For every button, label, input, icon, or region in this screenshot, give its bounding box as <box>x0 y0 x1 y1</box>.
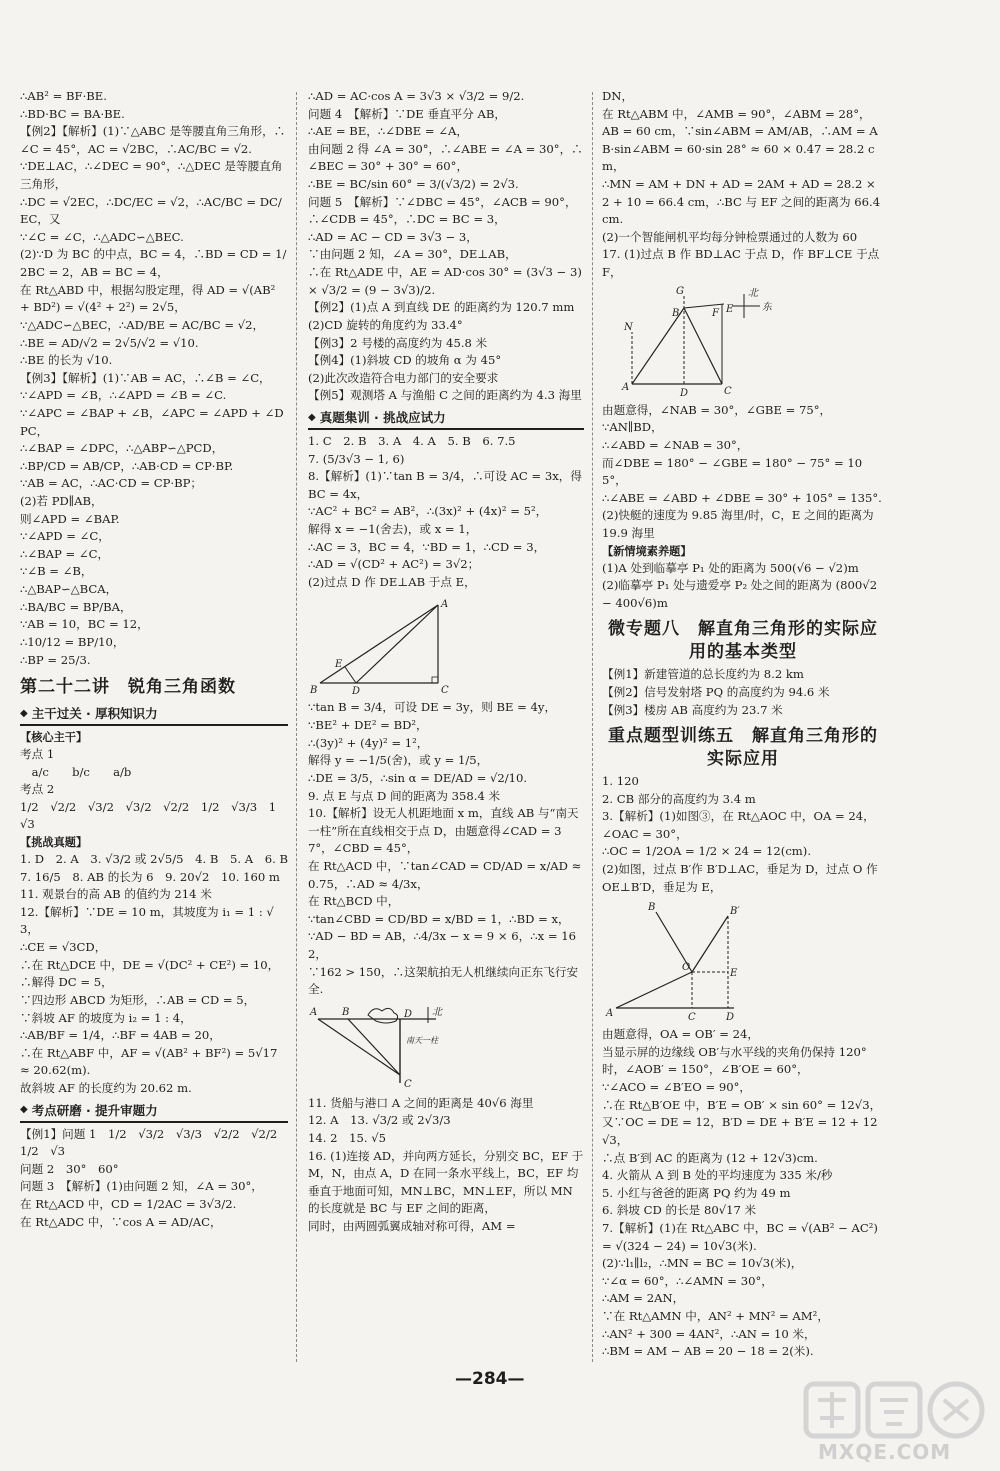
answer-line: a/c b/c a/b <box>20 764 132 779</box>
answer-line: 由题意得，OA = OB′ = 24， <box>602 1027 760 1042</box>
answer-line: ∴∠BAP = ∠DPC，∴△ABP∽△PCD， <box>20 441 224 456</box>
answer-line: ∵AB = 10，BC = 12， <box>20 617 149 632</box>
answer-line: ∴BM = AM − AB = 20 − 18 = 2(米). <box>602 1344 814 1359</box>
section-tag: 【核心主干】 <box>20 730 88 744</box>
answer-line: 【例3】楼房 AB 高度约为 23.7 米 <box>602 702 783 717</box>
figure-label: E <box>335 659 343 671</box>
answer-line: (2)过点 D 作 DE⊥AB 于点 E， <box>308 574 476 589</box>
diamond-icon: ◆ <box>308 411 316 423</box>
answer-line: 而∠DBE = 180° − ∠GBE = 180° − 75° = 105°， <box>602 455 863 488</box>
figure-label: 南天一柱 <box>406 1035 438 1045</box>
answer-line: ∴在 Rt△ABF 中，AF = √(AB² + BF²) = 5√17 ≈ 20.62(m). <box>20 1045 282 1078</box>
answer-line: ∵∠ACO = ∠B′EO = 90°， <box>602 1080 751 1095</box>
answer-line: 7. 16/5 8. AB 的长为 6 9. 20√2 10. 160 m <box>20 869 280 884</box>
chapter-heading: 微专题八 解直角三角形的实际应用的基本类型 <box>608 619 878 663</box>
answer-line: 问题 3 【解析】(1)由问题 2 知，∠A = 30°， <box>20 1179 263 1194</box>
answer-line: ∵∠B = ∠B， <box>20 564 93 579</box>
answer-line: 12. A 13. √3/2 或 2√3/3 <box>308 1113 451 1128</box>
answer-line: 5. 小红与爸爸的距离 PQ 约为 49 m <box>602 1185 791 1200</box>
geometry-figure <box>308 595 584 695</box>
answer-line: 在 Rt△ABD 中，根据勾股定理，得 AD = √(AB² + BD²) = √(4² + 2²) = 2√5， <box>20 282 279 315</box>
figure-label: D <box>680 387 689 398</box>
answer-line: (2)此次改造符合电力部门的安全要求 <box>308 370 499 385</box>
answer-line: 1/2 √2/2 √3/2 √3/2 √2/2 1/2 √3/3 1 √3 <box>20 799 288 832</box>
figure-label: B <box>672 307 680 319</box>
answer-line: (2)临摹亭 P₁ 处与遗爱亭 P₂ 处之间的距离为 (800√2 − 400√6)m <box>602 578 881 610</box>
figure-label: D <box>352 686 361 696</box>
answer-line: ∴CE = √3CD， <box>20 940 107 955</box>
answer-line: (2)快艇的速度为 9.85 海里/时，C，E 之间的距离为 19.9 海里 <box>602 508 878 540</box>
answer-line: 7.【解析】(1)在 Rt△ABC 中，BC = √(AB² − AC²) = √(324 − 24) = 10√3(米). <box>602 1220 882 1253</box>
answer-line: 8.【解析】(1)∵tan B = 3/4，∴可设 AC = 3x，得 BC = 4x， <box>308 469 586 501</box>
answer-line: ∵在 Rt△AMN 中，AN² + MN² = AM²， <box>602 1309 829 1324</box>
answer-line: ∴DE = 3/5，∴sin α = DE/AD = √2/10. <box>308 770 528 785</box>
figure-label: C <box>724 385 732 397</box>
answer-line: 【例2】(1)点 A 到直线 DE 的距离约为 120.7 mm <box>308 300 575 315</box>
chapter-heading: 第二十二讲 锐角三角函数 <box>20 677 236 698</box>
answer-line: 【例3】【解析】(1)∵AB = AC，∴∠B = ∠C， <box>20 370 271 385</box>
answer-line: 考点 2 <box>20 782 55 797</box>
answer-line: (2)如图，过点 B′作 B′D⊥AC，垂足为 D，过点 O 作 OE⊥B′D，垂足为 E， <box>602 862 882 894</box>
answer-line: ∴在 Rt△DCE 中，DE = √(DC² + CE²) = 10，∴解得 DC = 5， <box>20 957 280 990</box>
answer-line: DN， <box>602 89 634 103</box>
answer-line: ∴点 B′到 AC 的距离为 (12 + 12√3)cm. <box>602 1150 818 1165</box>
answer-line: 【例2】【解析】(1)∵△ABC 是等腰直角三角形，∴∠C = 45°，AC = √2BC，∴AC/BC = √2. <box>20 124 286 156</box>
section-band <box>20 704 288 726</box>
figure-label: C <box>688 1012 696 1023</box>
section-band-label: 真题集训 · 挑战应试力 <box>319 409 446 425</box>
answer-line: ∵∠α = 60°，∴∠AMN = 30°， <box>602 1273 773 1288</box>
answer-line: 3.【解析】(1)如图③，在 Rt△AOC 中，OA = 24，∠OAC = 30°， <box>602 809 875 841</box>
answer-line: ∵∠APC = ∠BAP + ∠B，∠APC = ∠APD + ∠DPC， <box>20 405 284 438</box>
answer-line: (2)∵D 为 BC 的中点，BC = 4，∴BD = CD = 1/2BC = 2，AB = BC = 4， <box>20 247 287 280</box>
answer-line: 【例2】信号发射塔 PQ 的高度约为 94.6 米 <box>602 684 830 699</box>
answer-line: ∴BE = AD/√2 = 2√5/√2 = √10. <box>20 335 199 350</box>
figure-label: G <box>676 285 684 297</box>
answer-line: 故斜坡 AF 的长度约为 20.62 m. <box>20 1080 192 1095</box>
answer-line: ∴在 Rt△ADE 中，AE = AD·cos 30° = (3√3 − 3) × √3/2 = (9 − 3√3)/2. <box>308 265 586 297</box>
column-divider <box>296 92 297 1362</box>
section-band-label: 考点研磨 · 提升审题力 <box>31 1102 158 1118</box>
answer-line: 当显示屏的边缘线 OB′与水平线的夹角仍保持 120°时，∠AOB′ = 150°，∠B′OE = 60°， <box>602 1044 867 1077</box>
answer-line: 【例1】新建管道的总长度约为 8.2 km <box>602 667 804 682</box>
answer-line: 4. 火箭从 A 到 B 处的平均速度为 335 米/秒 <box>602 1168 833 1183</box>
answer-line: 【例4】(1)斜坡 CD 的坡角 α 为 45° <box>308 353 502 368</box>
diamond-icon: ◆ <box>20 707 28 719</box>
answer-line: 12.【解析】∵DE = 10 m，其坡度为 i₁ = 1 : √3， <box>20 904 274 937</box>
watermark-text: MXQE.COM <box>818 1440 952 1464</box>
answer-line: ∴AD = √(CD² + AC²) = 3√2； <box>308 557 480 572</box>
answer-line: (2)若 PD∥AB， <box>20 494 103 509</box>
answer-line: (2)一个智能闸机平均每分钟检票通过的人数为 60 <box>602 229 858 244</box>
answer-line: ∴AD = AC − CD = 3√3 − 3， <box>308 229 478 244</box>
figure-label: F <box>712 307 719 319</box>
figure-label: N <box>624 321 633 333</box>
answer-line: 1. D 2. A 3. √3/2 或 2√5/5 4. B 5. A 6. B <box>20 852 288 867</box>
answer-line: ∴∠ABE = ∠ABD + ∠DBE = 30° + 105° = 135°. <box>602 490 882 505</box>
answer-line: ∵∠APD = ∠B，∴∠APD = ∠B = ∠C. <box>20 388 227 403</box>
figure-label: O <box>682 962 691 974</box>
answer-line: 1. 120 <box>602 774 639 788</box>
answer-line: 在 Rt△BCD 中， <box>308 894 400 909</box>
figure-label: C <box>404 1078 412 1090</box>
answer-line: ∵△ADC∽△BEC，∴AD/BE = AC/BC = √2， <box>20 317 265 332</box>
figure-label: E <box>730 968 738 980</box>
geometry-figure <box>602 286 884 398</box>
answer-line: ∴BA/BC = BP/BA， <box>20 599 132 614</box>
figure-label: A <box>441 599 449 611</box>
answer-line: ∴MN = AM + DN + AD = 2AM + AD = 28.2 × 2 + 10 = 66.4 cm，∴BC 与 EF 之间的距离为 66.4 cm. <box>602 177 884 227</box>
answer-line: ∵tan∠CBD = CD/BD = x/BD = 1，∴BD = x， <box>308 911 570 926</box>
answer-line: ∵四边形 ABCD 为矩形，∴AB = CD = 5， <box>20 992 256 1007</box>
answer-line: ∴(3y)² + (4y)² = 1²， <box>308 735 429 750</box>
answer-line: 11. 货船与港口 A 之间的距离是 40√6 海里 <box>308 1095 534 1110</box>
figure-label: B <box>310 685 318 696</box>
answer-line: 1. C 2. B 3. A 4. A 5. B 6. 7.5 <box>308 433 516 448</box>
answer-line: ∴△BAP∽△BCA， <box>20 582 118 597</box>
figure-label: E <box>726 303 734 315</box>
figure-label: A <box>310 1006 318 1018</box>
answer-line: ∵∠C = ∠C，∴△ADC∽△BEC. <box>20 229 184 244</box>
answer-line: 【例3】2 号楼的高度约为 45.8 米 <box>308 335 488 350</box>
figure-label: B <box>648 902 656 914</box>
answer-line: 考点 1 <box>20 746 55 761</box>
figure-label: A <box>606 1008 614 1020</box>
answer-line: 又∵OC = DE = 12，B′D = DE + B′E = 12 + 12√3， <box>602 1115 878 1147</box>
answer-line: ∴AD = AC·cos A = 3√3 × √3/2 = 9/2. <box>308 89 525 103</box>
answer-line: ∴BP = 25/3. <box>20 652 91 667</box>
answer-line: 【例5】观测塔 A 与渔船 C 之间的距离约为 4.3 海里 <box>308 388 582 403</box>
answer-line: 11. 观景台的高 AB 的值约为 214 米 <box>20 887 212 902</box>
answer-line: 10.【解析】设无人机距地面 x m，直线 AB 与“南天一柱”所在直线相交于点 D，由题意得∠CAD = 37°，∠CBD = 45°， <box>308 806 579 856</box>
figure-label: B <box>342 1006 350 1018</box>
column-middle <box>308 88 587 1411</box>
section-tag: 【新情境素养题】 <box>602 544 692 558</box>
answer-line: ∴OC = 1/2OA = 1/2 × 24 = 12(cm). <box>602 844 812 859</box>
answer-line: 7. (5/3√3 − 1, 6) <box>308 451 405 466</box>
answer-line: 由问题 2 得 ∠A = 30°，∴∠ABE = ∠A = 30°，∴∠BEC = 30° + 30° = 60°， <box>308 141 583 174</box>
answer-line: ∵DE⊥AC，∴∠DEC = 90°，∴△DEC 是等腰直角三角形， <box>20 159 283 192</box>
answer-line: ∴∠ABD = ∠NAB = 30°， <box>602 437 749 452</box>
section-tag: 【挑战真题】 <box>20 836 88 849</box>
answer-line: ∴DC = √2EC，∴DC/EC = √2，∴AC/BC = DC/EC，又 <box>20 194 282 227</box>
answer-line: ∵BE² + DE² = BD²， <box>308 718 428 733</box>
answer-line: 问题 5 【解析】∵∠DBC = 45°，∠ACB = 90°，∴∠CDB = 45°，∴DC = BC = 3， <box>308 194 577 227</box>
answer-line: 问题 4 【解析】∵DE 垂直平分 AB， <box>308 106 507 121</box>
answer-line: ∵AN∥BD， <box>602 420 663 435</box>
answer-line: ∵AC² + BC² = AB²，∴(3x)² + (4x)² = 5²， <box>308 504 548 519</box>
answer-line: 2. CB 部分的高度约为 3.4 m <box>602 791 756 806</box>
answer-line: 同时，由两圆弧翼成轴对称可得，AM = <box>308 1219 516 1234</box>
answer-line: ∵∠APD = ∠C， <box>20 529 110 544</box>
answer-line: ∴BP/CD = AB/CP，∴AB·CD = CP·BP. <box>20 458 234 473</box>
answer-line: ∴AN² + 300 = 4AN²，∴AN = 10 米， <box>602 1326 816 1341</box>
answer-line: ∴AB² = BF·BE. <box>20 89 107 103</box>
answer-line: ∴AM = 2AN， <box>602 1291 685 1306</box>
geometry-figure <box>602 900 884 1022</box>
chapter-heading: 重点题型训练五 解直角三角形的实际应用 <box>608 726 878 770</box>
answer-line: AB = 60 cm，∵sin∠ABM = AM/AB，∴AM = AB·sin∠ABM = 60·sin 28° ≈ 60 × 0.47 = 28.2 cm， <box>602 124 878 174</box>
answer-line: 在 Rt△ACD 中，∵tan∠CAD = CD/AD = x/AD ≈ 0.75，∴AD ≈ 4/3x， <box>308 858 585 891</box>
section-band <box>20 1101 288 1123</box>
figure-label: 北 <box>748 287 758 299</box>
answer-line: 【例1】问题 1 1/2 √3/2 √3/3 √2/2 √2/2 1/2 √3 <box>20 1126 289 1159</box>
answer-line: 在 Rt△ADC 中，∵cos A = AD/AC， <box>20 1214 222 1229</box>
answer-line: 14. 2 15. √5 <box>308 1131 386 1146</box>
answer-line: 在 Rt△ABM 中，∠AMB = 90°，∠ABM = 28°， <box>602 106 871 121</box>
answer-line: ∴BE 的长为 √10. <box>20 353 113 368</box>
answer-line: ∵tan B = 3/4，可设 DE = 3y，则 BE = 4y， <box>308 700 557 715</box>
section-band <box>308 408 584 430</box>
answer-line: ∴BD·BC = BA·BE. <box>20 106 125 121</box>
answer-line: ∴BE = BC/sin 60° = 3/(√3/2) = 2√3. <box>308 177 519 192</box>
answer-line: ∴10/12 = BP/10， <box>20 634 125 649</box>
answer-line: 9. 点 E 与点 D 间的距离为 358.4 米 <box>308 788 501 803</box>
diamond-icon: ◆ <box>20 1104 28 1116</box>
section-band-label: 主干过关 · 厚积知识力 <box>31 705 158 721</box>
answer-line: 问题 2 30° 60° <box>20 1161 119 1176</box>
figure-label: C <box>441 685 449 696</box>
answer-line: ∴∠BAP = ∠C， <box>20 546 110 561</box>
answer-line: 由题意得，∠NAB = 30°，∠GBE = 75°， <box>602 402 832 417</box>
answer-line: ∵由问题 2 知，∠A = 30°，DE⊥AB， <box>308 247 517 262</box>
answer-line: ∴AB/BF = 1/4，∴BF = 4AB = 20， <box>20 1028 221 1043</box>
answer-line: 6. 斜坡 CD 的长是 80√17 米 <box>602 1203 757 1218</box>
answer-line: ∵AB = AC，∴AC·CD = CP·BP； <box>20 476 203 491</box>
answer-line: 解得 y = −1/5(舍)，或 y = 1/5， <box>308 753 489 768</box>
answer-line: 在 Rt△ACD 中，CD = 1/2AC = 3√3/2. <box>20 1196 237 1211</box>
answer-line: (2)∵l₁∥l₂，∴MN = BC = 10√3(米)， <box>602 1256 803 1271</box>
figure-label: D <box>726 1012 735 1023</box>
answer-line: 则∠APD = ∠BAP. <box>20 511 120 526</box>
answer-line: 17. (1)过点 B 作 BD⊥AC 于点 D，作 BF⊥CE 于点 F， <box>602 247 883 280</box>
answer-line: ∴AE = BE，∴∠DBE = ∠A， <box>308 124 469 139</box>
geometry-figure <box>308 1003 584 1091</box>
figure-label: D <box>404 1008 413 1020</box>
page-number: —284— <box>455 1369 525 1389</box>
answer-line: (2)CD 旋转的角度约为 33.4° <box>308 317 463 332</box>
figure-label: B′ <box>730 906 740 918</box>
column-left <box>20 88 288 1411</box>
answer-line: ∵AD − BD = AB，∴4/3x − x = 9 × 6，∴x = 162， <box>308 929 576 961</box>
figure-label: A <box>622 381 630 393</box>
answer-line: ∵斜坡 AF 的坡度为 i₂ = 1 : 4， <box>20 1010 192 1025</box>
column-right <box>602 88 884 1411</box>
answer-line: 解得 x = −1(舍去)，或 x = 1， <box>308 522 478 537</box>
figure-label: 东 <box>762 301 772 313</box>
column-divider <box>592 92 593 1362</box>
answer-line: 16. (1)连接 AD，并向两方延长，分别交 BC，EF 于 M，N，由点 A，D 在同一条水平线上，BC，EF 均垂直于地面可知，MN⊥BC，MN⊥EF，所以 MN 的长度就是 BC 与 EF 之间的距离， <box>308 1148 587 1216</box>
answer-line: (1)A 处到临摹亭 P₁ 处的距离为 500(√6 − √2)m <box>602 560 859 575</box>
answer-line: ∴在 Rt△B′OE 中，B′E = OB′ × sin 60° = 12√3， <box>602 1097 882 1112</box>
answer-line: ∵162 > 150，∴这架航拍无人机继续向正东飞行安全. <box>308 964 579 997</box>
answer-line: ∴AC = 3，BC = 4，∵BD = 1，∴CD = 3， <box>308 539 546 554</box>
figure-label: 北 <box>432 1006 442 1018</box>
